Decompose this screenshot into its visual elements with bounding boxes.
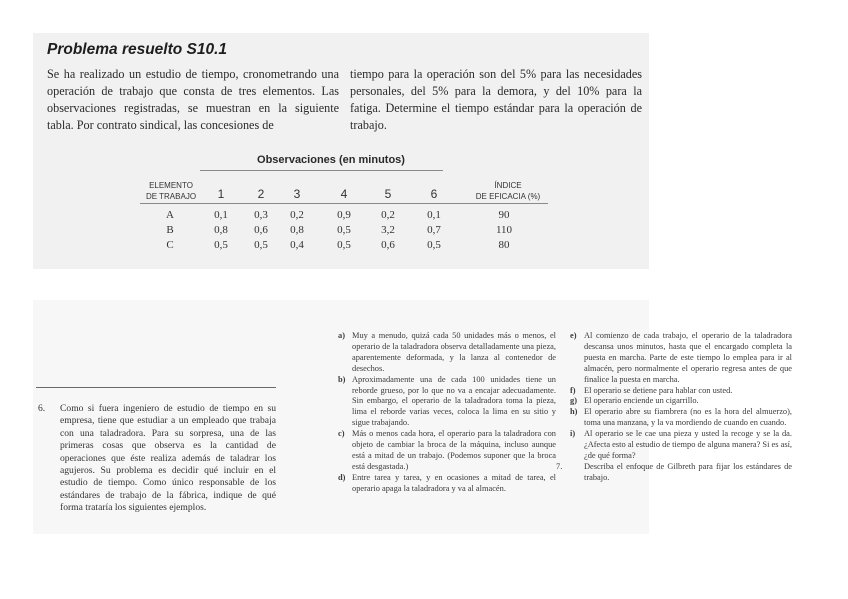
- list-item: [570, 331, 792, 386]
- exercise-items-column-right: [556, 331, 792, 484]
- question-6: [36, 403, 276, 515]
- table-cell: 0,5: [254, 239, 268, 251]
- column-header: 5: [384, 187, 392, 201]
- table-cell: 0,1: [427, 209, 441, 221]
- element-header-line2: DE TRABAJO: [145, 192, 197, 201]
- table-cell: 0,1: [214, 209, 228, 221]
- column-header: 4: [340, 187, 348, 201]
- table-cell: 0,8: [214, 224, 228, 236]
- column-header: 6: [430, 187, 438, 201]
- table-cell-index: 110: [495, 224, 513, 236]
- table-cell: 0,5: [214, 239, 228, 251]
- table-cell: 0,8: [290, 224, 304, 236]
- table-cell: 0,5: [337, 239, 351, 251]
- question-number: 7.: [556, 461, 563, 471]
- table-cell-element: A: [166, 209, 174, 221]
- table-cell: 0,3: [254, 209, 268, 221]
- item-label: c): [338, 429, 345, 439]
- index-header-line2: DE EFICACIA (%): [475, 192, 541, 201]
- problem-text-left: Se ha realizado un estudio de tiempo, cronometrando una operación de trabajo que consta de tres elementos. Las observaciones registradas, se muestran en la siguiente tabla. Por contrato sindical, las concesiones de: [47, 67, 339, 132]
- column-header: 2: [257, 187, 265, 201]
- item-text: Al operario se le cae una pieza y usted la recoge y se la da. ¿Afecta esto al estudio de tiempo de alguna manera? Si es así, ¿de qué forma?: [584, 429, 792, 460]
- column-header: 1: [217, 187, 225, 201]
- list-item: [570, 396, 792, 407]
- item-text: Al comienzo de cada trabajo, el operario de la taladradora descansa unos minutos, hasta que el encargado completa la puesta en marcha. Parte de este tiempo lo emplea para ir al almacén, pero normalmente el operario regresa antes de que finalice la puesta en marcha.: [584, 331, 792, 384]
- item-text: Más o menos cada hora, el operario para la taladradora con objeto de cambiar la broca de la máquina, incluso aunque está a mitad de un trabajo. (Podemos suponer que la broca está desgastada.): [352, 429, 556, 471]
- table-cell: 0,2: [290, 209, 304, 221]
- table-header-rule: [140, 203, 548, 204]
- index-header-line1: ÍNDICE: [494, 181, 522, 190]
- item-text: El operario se detiene para hablar con usted.: [584, 385, 733, 395]
- list-item: [570, 407, 792, 429]
- list-item: [338, 375, 556, 430]
- exercise-items-column-middle: [338, 331, 556, 495]
- item-text: El operario enciende un cigarrillo.: [584, 396, 699, 406]
- table-cell: 0,2: [381, 209, 395, 221]
- item-label: d): [338, 472, 346, 482]
- table-cell: 0,9: [337, 209, 351, 221]
- element-header: [140, 180, 202, 202]
- element-header-line1: ELEMENTO: [149, 181, 193, 190]
- item-label: i): [570, 429, 576, 439]
- item-label: f): [570, 385, 576, 395]
- list-item: [338, 473, 556, 495]
- question-text: Como si fuera ingeniero de estudio de tiempo en su empresa, tiene que estudiar a un empleado que trabaja con una taladradora. Para su sorpresa, una de las primeras cosas que observa es la cantidad de operaciones que éste realiza además de taladrar los agujeros. Su problema es decidir qué incluir en el estudio de tiempo. Como único responsable de los estándares de trabajo de la fábrica, indique de qué forma trataría los siguientes ejemplos.: [60, 403, 276, 514]
- question-number: 6.: [38, 403, 46, 414]
- table-cell: 3,2: [381, 224, 395, 236]
- item-text: Entre tarea y tarea, y en ocasiones a mitad de tarea, el operario apaga la taladradora y va al almacén.: [352, 472, 556, 493]
- index-header: [460, 180, 556, 202]
- table-cell: 0,6: [381, 239, 395, 251]
- item-label: g): [570, 396, 577, 406]
- table-cell: 0,5: [427, 239, 441, 251]
- item-label: h): [570, 407, 578, 417]
- observations-header-rule: [200, 170, 443, 171]
- table-cell: 0,5: [337, 224, 351, 236]
- table-cell: 0,4: [290, 239, 304, 251]
- table-cell-element: C: [166, 239, 174, 251]
- item-text: El operario abre su fiambrera (no es la hora del almuerzo), toma una manzana, y la va mordiendo de cuando en cuando.: [584, 407, 792, 428]
- item-label: b): [338, 374, 346, 384]
- list-item: [338, 429, 556, 473]
- table-cell-element: B: [166, 224, 174, 236]
- table-cell-index: 90: [498, 209, 510, 221]
- item-text: Aproximadamente una de cada 100 unidades tiene un reborde grueso, por lo que no va a encajar adecuadamente. Sin embargo, el operario de la taladradora toma la pieza, lima el reborde varias veces, coloca la lima en su sitio y sigue trabajando.: [352, 374, 556, 428]
- problem-text-right: tiempo para la operación son del 5% para las necesidades personales, del 5% para la demora, y del 10% para la fatiga. Determine el tiempo estándar para la operación de trabajo.: [350, 67, 642, 132]
- item-text: Muy a menudo, quizá cada 50 unidades más o menos, el operario de la taladradora observa detalladamente una pieza, aparentemente deformada, y la lanza al contenedor de desechos.: [352, 331, 556, 373]
- question-7: [556, 462, 792, 484]
- question-text: Describa el enfoque de Gilbreth para fijar los estándares de trabajo.: [584, 461, 792, 482]
- list-item: [570, 386, 792, 397]
- section-divider: [36, 387, 276, 388]
- list-item: [570, 429, 792, 462]
- column-header: 3: [293, 187, 301, 201]
- item-label: a): [338, 331, 345, 340]
- observations-header: Observaciones (en minutos): [257, 154, 405, 166]
- list-item: [338, 331, 556, 375]
- table-cell: 0,6: [254, 224, 268, 236]
- problem-title: Problema resuelto S10.1: [47, 41, 228, 58]
- item-label: e): [570, 331, 577, 340]
- table-cell-index: 80: [498, 239, 510, 251]
- table-cell: 0,7: [427, 224, 441, 236]
